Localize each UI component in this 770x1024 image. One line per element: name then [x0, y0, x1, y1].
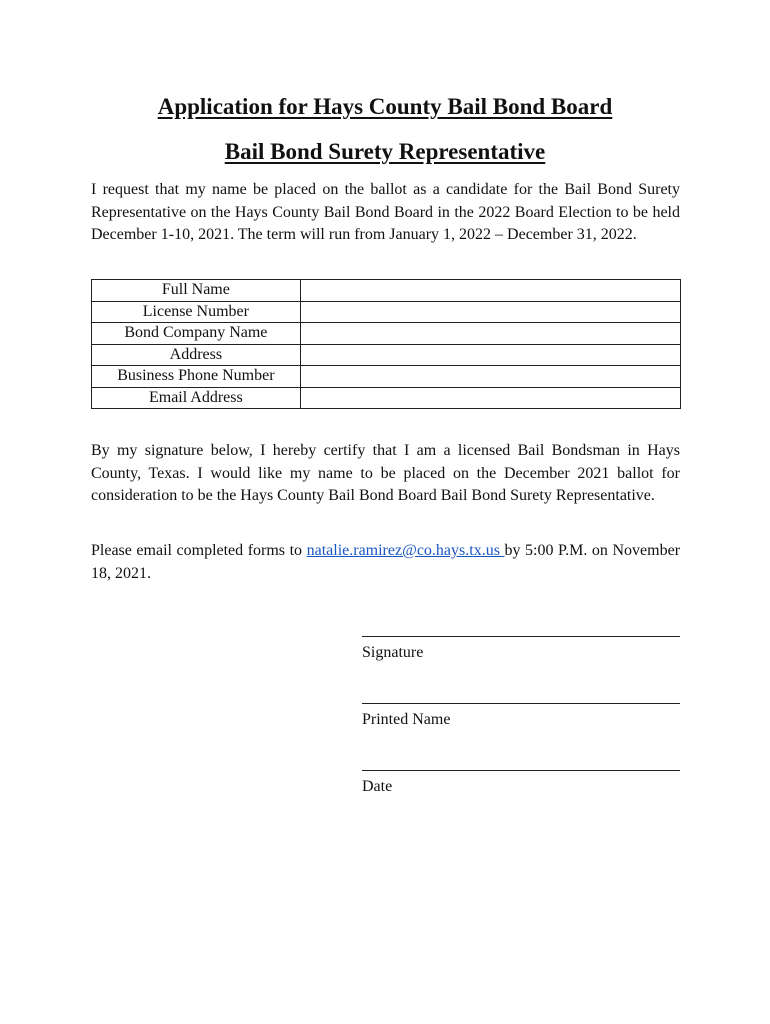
field-value-business-phone[interactable]: [300, 366, 680, 388]
field-value-bond-company-name[interactable]: [300, 323, 680, 345]
table-row: [92, 387, 681, 409]
submission-suffix: by 5:00 P.M. on November 18, 2021.: [91, 542, 681, 582]
table-row: [92, 366, 681, 388]
submission-email-link[interactable]: natalie.ramirez@co.hays.tx.us: [306, 542, 505, 559]
date-line[interactable]: [362, 758, 680, 771]
document-title: Application for Hays County Bail Bond Board: [157, 94, 613, 119]
field-label-email-address: Email Address: [92, 387, 301, 409]
date-label: Date: [362, 778, 393, 795]
printed-name-block: [362, 691, 682, 730]
field-value-email-address[interactable]: [300, 387, 680, 409]
field-value-address[interactable]: [300, 344, 680, 366]
table-row: [92, 301, 681, 323]
field-label-bond-company-name: Bond Company Name: [92, 323, 301, 345]
field-label-full-name: Full Name: [92, 280, 301, 302]
applicant-info-table: [91, 279, 681, 409]
date-block: [362, 758, 682, 797]
field-value-license-number[interactable]: [300, 301, 680, 323]
submission-paragraph: [91, 540, 680, 585]
submission-prefix: Please email completed forms to: [91, 542, 307, 559]
printed-name-label: Printed Name: [362, 711, 451, 728]
printed-name-line[interactable]: [362, 691, 680, 704]
certification-paragraph: By my signature below, I hereby certify that I am a licensed Bail Bondsman in Hays County, Texas. I would like my name to be placed on the December 2021 ballot for consideration to be the Hays County Bail Bond Board Bail Bond Surety Representative.: [91, 442, 680, 504]
signature-label: Signature: [362, 644, 424, 661]
field-label-license-number: License Number: [92, 301, 301, 323]
field-value-full-name[interactable]: [300, 280, 680, 302]
table-row: [92, 280, 681, 302]
intro-paragraph: I request that my name be placed on the ballot as a candidate for the Bail Bond Surety Representative on the Hays County Bail Bond Board in the 2022 Board Election to be held December 1-10, 2021. The term will run from January 1, 2022 – December 31, 2022.: [91, 181, 680, 243]
document-subtitle: Bail Bond Surety Representative: [224, 139, 546, 164]
table-row: [92, 344, 681, 366]
signature-block: [362, 624, 682, 663]
signature-line[interactable]: [362, 624, 680, 637]
field-label-business-phone: Business Phone Number: [92, 366, 301, 388]
table-row: [92, 323, 681, 345]
field-label-address: Address: [92, 344, 301, 366]
